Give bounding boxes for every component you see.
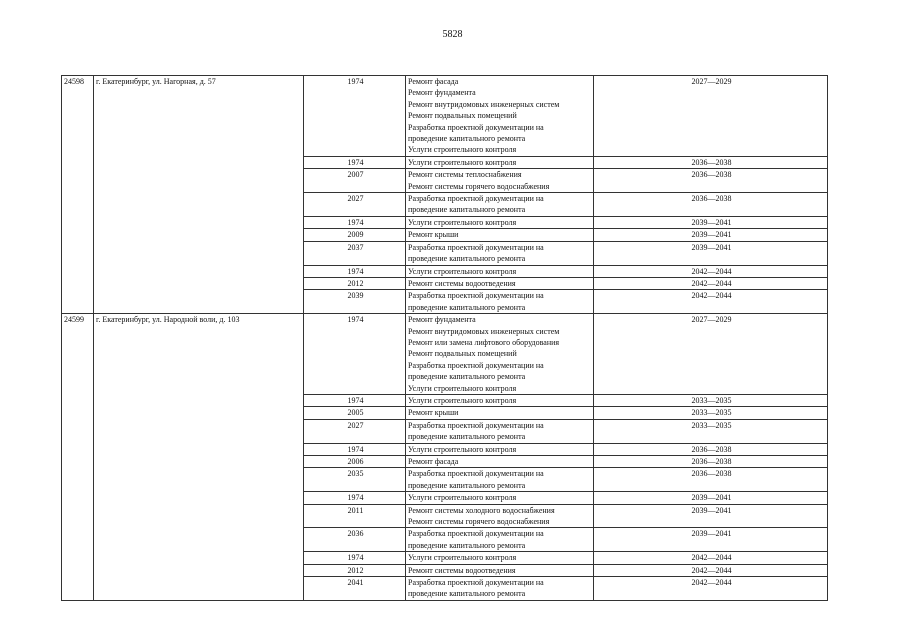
- period-cell: 2036—2038: [594, 169, 828, 193]
- work-item: Ремонт системы водоотведения: [408, 565, 516, 575]
- work-item: Услуги строительного контроля: [408, 157, 517, 167]
- works-cell: [406, 265, 594, 277]
- work-item: Разработка проектной документации на: [408, 242, 544, 252]
- work-item: Ремонт системы холодного водоснабжения: [408, 505, 555, 515]
- year-cell: 2009: [304, 229, 406, 241]
- works-cell: [406, 156, 594, 168]
- year-cell: 1974: [304, 156, 406, 168]
- work-item: Разработка проектной документации на: [408, 122, 544, 132]
- period-cell: 2042—2044: [594, 290, 828, 314]
- work-item: проведение капитального ремонта: [408, 589, 526, 599]
- year-cell: 1974: [304, 216, 406, 228]
- work-item: проведение капитального ремонта: [408, 540, 526, 550]
- works-cell: [406, 193, 594, 217]
- year-cell: 2037: [304, 241, 406, 265]
- work-item: Услуги строительного контроля: [408, 145, 517, 155]
- work-item: проведение капитального ремонта: [408, 480, 526, 490]
- works-cell: [406, 394, 594, 406]
- year-cell: 2005: [304, 407, 406, 419]
- work-item: Услуги строительного контроля: [408, 395, 517, 405]
- work-item: проведение капитального ремонта: [408, 134, 526, 144]
- table-body: [62, 76, 828, 601]
- works-cell: [406, 492, 594, 504]
- year-cell: 1974: [304, 76, 406, 157]
- works-cell: [406, 504, 594, 528]
- works-cell: [406, 216, 594, 228]
- period-cell: 2042—2044: [594, 277, 828, 289]
- period-cell: 2039—2041: [594, 492, 828, 504]
- period-cell: 2039—2041: [594, 216, 828, 228]
- period-cell: 2036—2038: [594, 456, 828, 468]
- work-item: Ремонт фундамента: [408, 88, 476, 98]
- works-cell: [406, 419, 594, 443]
- year-cell: 2006: [304, 456, 406, 468]
- works-cell: [406, 407, 594, 419]
- work-item: Услуги строительного контроля: [408, 553, 517, 563]
- period-cell: 2036—2038: [594, 193, 828, 217]
- work-item: Ремонт подвальных помещений: [408, 349, 517, 359]
- period-cell: 2039—2041: [594, 229, 828, 241]
- work-item: Разработка проектной документации на: [408, 194, 544, 204]
- year-cell: 2007: [304, 169, 406, 193]
- work-item: проведение капитального ремонта: [408, 432, 526, 442]
- works-cell: [406, 468, 594, 492]
- building-address: г. Екатеринбург, ул. Нагорная, д. 57: [94, 76, 304, 314]
- page-number: 5828: [442, 29, 463, 40]
- year-cell: 2027: [304, 419, 406, 443]
- work-item: Ремонт системы горячего водоснабжения: [408, 181, 550, 191]
- year-cell: 1974: [304, 443, 406, 455]
- work-item: Ремонт системы водоотведения: [408, 278, 516, 288]
- year-cell: 1974: [304, 552, 406, 564]
- year-cell: 2039: [304, 290, 406, 314]
- work-item: проведение капитального ремонта: [408, 254, 526, 264]
- year-cell: 2027: [304, 193, 406, 217]
- year-cell: 2041: [304, 577, 406, 601]
- works-cell: [406, 443, 594, 455]
- table-row: [62, 314, 828, 395]
- period-cell: 2027—2029: [594, 76, 828, 157]
- work-item: Разработка проектной документации на: [408, 420, 544, 430]
- record-number: 24598: [62, 76, 94, 314]
- work-item: Разработка проектной документации на: [408, 578, 544, 588]
- work-item: проведение капитального ремонта: [408, 372, 526, 382]
- works-cell: [406, 277, 594, 289]
- period-cell: 2027—2029: [594, 314, 828, 395]
- period-cell: 2042—2044: [594, 564, 828, 576]
- period-cell: 2042—2044: [594, 552, 828, 564]
- building-address: г. Екатеринбург, ул. Народной воли, д. 103: [94, 314, 304, 601]
- work-item: Ремонт фундамента: [408, 315, 476, 325]
- work-item: Ремонт или замена лифтового оборудования: [408, 337, 560, 347]
- year-cell: 2011: [304, 504, 406, 528]
- work-item: Услуги строительного контроля: [408, 493, 517, 503]
- year-cell: 2012: [304, 277, 406, 289]
- period-cell: 2033—2035: [594, 419, 828, 443]
- works-cell: [406, 290, 594, 314]
- year-cell: 1974: [304, 314, 406, 395]
- work-item: Разработка проектной документации на: [408, 469, 544, 479]
- work-item: Услуги строительного контроля: [408, 383, 517, 393]
- period-cell: 2036—2038: [594, 156, 828, 168]
- year-cell: 1974: [304, 492, 406, 504]
- period-cell: 2036—2038: [594, 468, 828, 492]
- work-item: Разработка проектной документации на: [408, 360, 544, 370]
- work-item: проведение капитального ремонта: [408, 302, 526, 312]
- work-item: Ремонт подвальных помещений: [408, 111, 517, 121]
- capital-repair-table: [61, 75, 828, 601]
- work-item: Ремонт внутридомовых инженерных систем: [408, 99, 560, 109]
- work-item: Ремонт фасада: [408, 457, 459, 466]
- period-cell: 2033—2035: [594, 407, 828, 419]
- period-cell: 2033—2035: [594, 394, 828, 406]
- works-cell: [406, 229, 594, 241]
- year-cell: 1974: [304, 265, 406, 277]
- works-cell: [406, 552, 594, 564]
- works-cell: [406, 577, 594, 601]
- period-cell: 2039—2041: [594, 241, 828, 265]
- work-item: Ремонт системы горячего водоснабжения: [408, 517, 550, 527]
- work-item: Ремонт крыши: [408, 230, 459, 240]
- table-row: [62, 76, 828, 157]
- year-cell: 2035: [304, 468, 406, 492]
- works-cell: [406, 314, 594, 395]
- work-item: проведение капитального ремонта: [408, 205, 526, 215]
- works-cell: [406, 564, 594, 576]
- period-cell: 2042—2044: [594, 265, 828, 277]
- period-cell: 2039—2041: [594, 528, 828, 552]
- year-cell: 2012: [304, 564, 406, 576]
- work-item: Ремонт системы теплоснабжения: [408, 170, 522, 180]
- works-cell: [406, 456, 594, 468]
- work-item: Ремонт фасада: [408, 77, 459, 86]
- work-item: Разработка проектной документации на: [408, 529, 544, 539]
- work-item: Услуги строительного контроля: [408, 444, 517, 454]
- work-item: Услуги строительного контроля: [408, 266, 517, 276]
- period-cell: 2042—2044: [594, 577, 828, 601]
- works-cell: [406, 169, 594, 193]
- period-cell: 2036—2038: [594, 443, 828, 455]
- work-item: Разработка проектной документации на: [408, 291, 544, 301]
- work-item: Ремонт крыши: [408, 408, 459, 418]
- year-cell: 2036: [304, 528, 406, 552]
- record-number: 24599: [62, 314, 94, 601]
- period-cell: 2039—2041: [594, 504, 828, 528]
- works-cell: [406, 241, 594, 265]
- year-cell: 1974: [304, 394, 406, 406]
- work-item: Услуги строительного контроля: [408, 217, 517, 227]
- works-cell: [406, 76, 594, 157]
- work-item: Ремонт внутридомовых инженерных систем: [408, 326, 560, 336]
- works-cell: [406, 528, 594, 552]
